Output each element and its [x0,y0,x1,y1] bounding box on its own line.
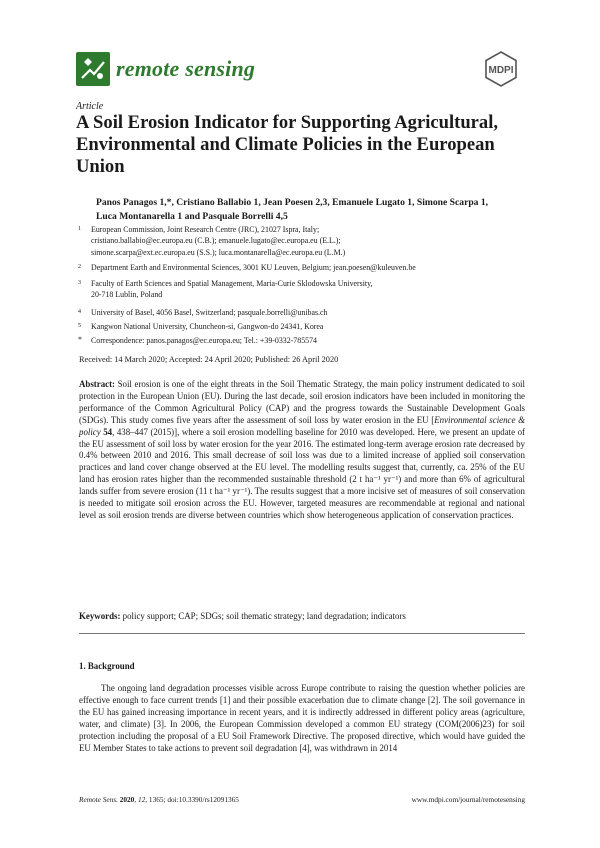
keywords: Keywords: policy support; CAP; SDGs; soil thematic strategy; land degradation; indicators [79,611,406,621]
article-title: A Soil Erosion Indicator for Supporting Agricultural, Environmental and Climate Policies in the European Union [76,112,499,177]
section-body: The ongoing land degradation processes visible across Europe contribute to raising the question whether policies are effective enough to face current trends [1] and their possible exacerbation due to climate change [2]. The soil governance in the EU has gained increasing importance in recent years, and it is indirectly addressed in different policy areas (agriculture, water, and climate) [3]. In 2006, the European Commission developed a common EU strategy (COM(2006)23) for soil protection including the proposal of a EU Soil Framework Directive. The proposed directive, which would have guided the EU Member States to take actions to prevent soil degradation [4], was withdrawn in 2014 [79,683,525,754]
section-heading: 1. Background [79,661,135,671]
author-line-1: Panos Panagos 1,*, Cristiano Ballabio 1, Jean Poesen 2,3, Emanuele Lugato 1, Simone Scarpa 1, [96,197,489,208]
journal-name: remote sensing [116,56,256,81]
journal-reference: Environmental science & policy [79,414,525,437]
mdpi-logo-icon [482,50,520,88]
journal-logo-icon [76,52,110,86]
citation-footer: Remote Sens. 2020, 12, 1365; doi:10.3390/rs12091365 [79,795,239,804]
abstract: Abstract: Soil erosion is one of the eight threats in the Soil Thematic Strategy, the main policy instrument dedicated to soil protection in the European Union (EU). During the last decade, soil erosion indicators have been included in monitoring the performance of the Common Agricultural Policy (CAP) and the progress towards the Sustainable Development Goals (SDGs). This study comes five years after the assessment of soil loss by water erosion in the EU [Environmental science & policy 54, 438–447 (2015)], where a soil erosion modelling baseline for 2010 was developed. Here, we present an update of the EU assessment of soil loss by water erosion for the year 2016. The estimated long-term average erosion rate decreased by 0.4% between 2010 and 2016. This small decrease of soil loss was due to a limited increase of applied soil conservation practices and land cover change observed at the EU level. The modelling results suggest that, currently, ca. 25% of the EU land has erosion rates higher than the recommended sustainable threshold (2 t ha⁻¹ yr⁻¹) and more than 6% of agricultural lands suffer from severe erosion (11 t ha⁻¹ yr⁻¹). The results suggest that a more incisive set of measures of soil conservation is needed to mitigate soil erosion across the EU. However, targeted measures are recommendable at regional and national level as soil erosion trends are diverse between countries which show heterogeneous application of conservation practices. [79,379,525,520]
divider [79,633,525,634]
author-line-2: Luca Montanarella 1 and Pasquale Borrelli 4,5 [96,211,288,222]
keywords-label: Keywords: [79,611,121,621]
abstract-label: Abstract: [79,379,115,389]
publication-dates: Received: 14 March 2020; Accepted: 24 April 2020; Published: 26 April 2020 [79,355,339,364]
article-type: Article [76,101,104,112]
author-list [96,196,526,224]
journal-url[interactable]: www.mdpi.com/journal/remotesensing [411,795,525,804]
mdpi-logo-text: MDPI [488,65,514,76]
